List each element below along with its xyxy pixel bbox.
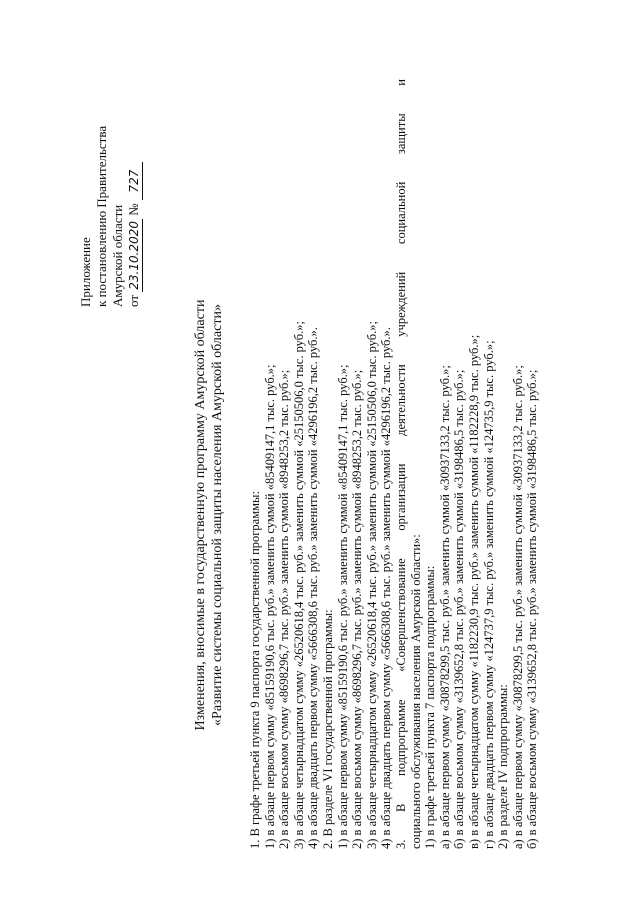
paragraph-line: 2) в абзаце восьмом сумму «8698296,7 тыс. руб.» заменить суммой «8948253,2 тыс. руб.»; — [350, 369, 365, 849]
paragraph-line: социального обслуживания населения Амурской области»: — [408, 534, 423, 849]
paragraph-line: 3) в абзаце четырнадцатом сумму «26520618,4 тыс. руб.» заменить суммой «25150506,0 тыс. руб.»; — [291, 321, 306, 849]
document-body — [248, 79, 540, 849]
paragraph-line: 2. В разделе VI государственной программы: — [320, 609, 335, 849]
paragraph-line: 2) в разделе IV подпрограммы: — [496, 684, 511, 849]
date-prefix: от — [126, 294, 141, 307]
appendix-label: Приложение — [78, 237, 93, 307]
paragraph-line: 1. В графе третьей пункта 9 паспорта государственной программы: — [248, 491, 262, 849]
appendix-date-line — [126, 67, 143, 307]
paragraph-line: 3) в абзаце четырнадцатом сумму «26520618,4 тыс. руб.» заменить суммой «25150506,0 тыс. руб.»; — [364, 321, 379, 849]
paragraph-line: 4) в абзаце двадцать первом сумму «5666308,6 тыс. руб.» заменить суммой «4296196,2 тыс. руб.». — [306, 327, 321, 849]
date-value: 23.10.2020 — [127, 221, 141, 290]
word: В — [393, 803, 408, 812]
word: подпрограмме — [393, 699, 408, 776]
word: деятельности — [393, 364, 408, 436]
paragraph-line: а) в абзаце первом сумму «30878299,5 тыс. руб.» заменить суммой «30937133,2 тыс. руб.»; — [510, 365, 525, 849]
appendix-decree-line: к постановлению Правительства — [94, 125, 109, 307]
paragraph-line: б) в абзаце восьмом сумму «3139652,8 тыс. руб.» заменить суммой «3198486,5 тыс. руб.»; — [525, 369, 540, 849]
paragraph-line: б) в абзаце восьмом сумму «3139652,8 тыс. руб.» заменить суммой «3198486,5 тыс. руб.»; — [452, 369, 467, 849]
number-label: № — [126, 203, 141, 216]
number-value: 727 — [126, 162, 143, 200]
title-line-2: «Развитие системы социальной защиты населения Амурской области» — [210, 304, 225, 726]
paragraph-line: 4) в абзаце двадцать первом сумму «5666308,6 тыс. руб.» заменить суммой «4296196,2 тыс. руб.». — [379, 327, 394, 849]
word: социальной — [393, 181, 408, 245]
paragraph-line: 1) в абзаце первом сумму «85159190,6 тыс. руб.» заменить суммой «85409147,1 тыс. руб.»; — [335, 364, 350, 849]
appendix-region-line: Амурской области — [110, 204, 125, 307]
word: «Совершенствование — [393, 558, 408, 672]
paragraph-line: в) в абзаце четырнадцатом сумму «1182230,9 тыс. руб.» заменить суммой «1182228,9 тыс. руб.»; — [466, 334, 481, 849]
paragraph-line-justified — [394, 79, 409, 849]
paragraph-line: 2) в абзаце восьмом сумму «8698296,7 тыс. руб.» заменить суммой «8948253,2 тыс. руб.»; — [277, 369, 292, 849]
paragraph-line: 1) в абзаце первом сумму «85159190,6 тыс. руб.» заменить суммой «85409147,1 тыс. руб.»; — [262, 364, 277, 849]
paragraph-line: г) в абзаце двадцать первом сумму «124737,9 тыс. руб.» заменить суммой «124735,9 тыс. руб.»; — [481, 340, 496, 849]
word: 3. — [393, 839, 408, 849]
word: организации — [393, 463, 408, 531]
document-page — [70, 65, 590, 865]
word: учреждений — [393, 271, 408, 337]
paragraph-line: а) в абзаце первом сумму «30878299,5 тыс. руб.» заменить суммой «30937133,2 тыс. руб.»; — [437, 365, 452, 849]
appendix-header — [78, 67, 143, 307]
word: защиты — [393, 113, 408, 155]
document-title — [192, 235, 226, 795]
title-line-1: Изменения, вносимые в государственную программу Амурской области — [193, 299, 208, 731]
paragraph-line: 1) в графе третьей пункта 7 паспорта подпрограммы: — [423, 565, 438, 849]
word: и — [393, 79, 408, 86]
